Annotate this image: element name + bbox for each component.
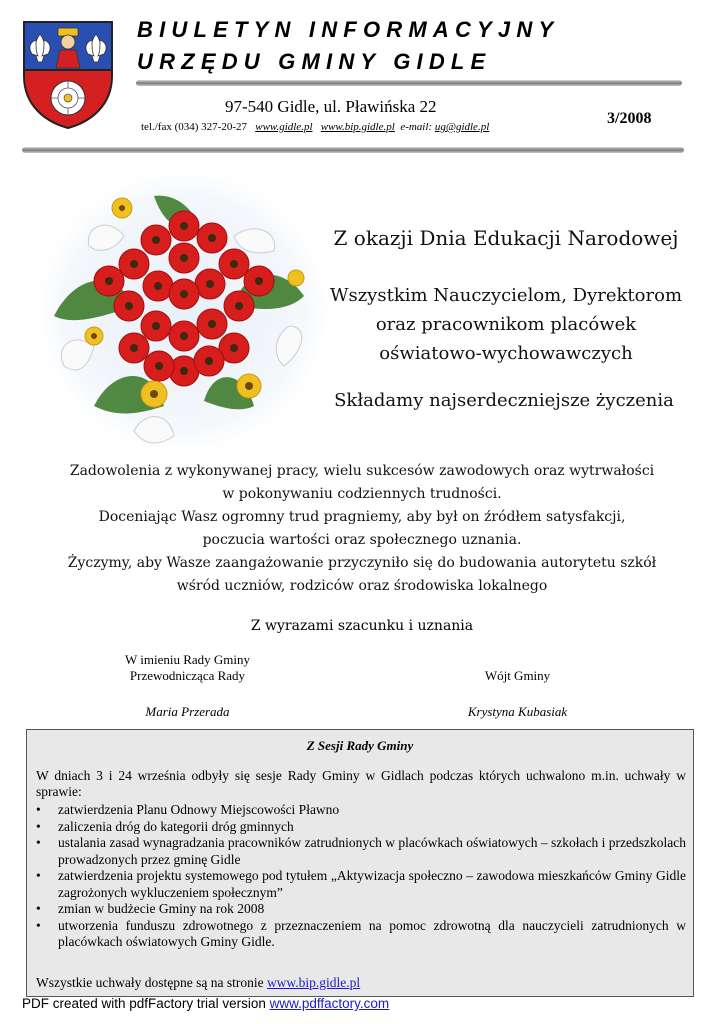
recipients-line: oświatowo-wychowawczych — [379, 343, 633, 364]
signature-right-title: Wójt Gminy — [484, 668, 551, 683]
session-title: Z Sesji Rady Gminy — [306, 738, 414, 753]
signature-left-title: Przewodnicząca Rady — [129, 668, 246, 683]
session-intro: W dniach 3 i 24 września odbyły się sesje Rady Gminy w Gidlach podczas których uchwalono m.in. uchwały w sprawie: — [36, 768, 686, 799]
list-item: • zatwierdzenia Planu Odnowy Miejscowości Pławno — [36, 802, 340, 817]
signature-right-name: Krystyna Kubasiak — [467, 704, 568, 719]
recipients-line: Wszystkim Nauczycielom, Dyrektorom — [329, 285, 683, 306]
bullet-icon: • — [36, 917, 41, 933]
issue-number: 3/2008 — [607, 110, 652, 127]
resolution-list — [36, 802, 686, 951]
greeting-wishes — [40, 460, 684, 598]
bip-link[interactable]: www.bip.gidle.pl — [320, 121, 395, 133]
greeting-heading: Z okazji Dnia Edukacji Narodowej — [333, 226, 679, 250]
wishes-line: poczucia wartości oraz społecznego uznania. — [202, 532, 522, 548]
bullet-icon: • — [36, 901, 41, 916]
wishes-line: Doceniając Wasz ogromny trud pragniemy, aby był on źródłem satysfakcji, — [98, 509, 626, 525]
list-item: • ustalania zasad wynagradzania pracowników zatrudnionych w placówkach oświatowych – szkołach i przedszkolach prowadzonych przez gminę Gidle — [36, 835, 686, 867]
list-item: • zatwierdzenia projektu systemowego pod tytułem „Aktywizacja społeczno – zawodowa mieszkańców Gminy Gidle zagrożonych wykluczeniem społecznym” — [36, 868, 686, 900]
signature-left-name: Maria Przerada — [145, 704, 230, 719]
flower-bouquet-image — [34, 166, 332, 456]
header-divider-bottom — [22, 147, 684, 153]
regards-line: Z wyrazami szacunku i uznania — [250, 618, 474, 634]
greeting-wishes-intro: Składamy najserdeczniejsze życzenia — [334, 390, 674, 411]
greeting-recipients — [322, 281, 690, 368]
website-link[interactable]: www.gidle.pl — [255, 121, 313, 133]
bullet-icon: • — [36, 868, 41, 883]
signature-left-role: W imieniu Rady Gminy — [124, 652, 251, 667]
session-footer — [36, 975, 360, 991]
pdffactory-link[interactable]: www.pdffactory.com — [269, 996, 390, 1011]
email-label: e-mail: — [400, 121, 433, 133]
list-item: • utworzenia funduszu zdrowotnego z przeznaczeniem na pomoc zdrowotną dla nauczycieli zatrudnionych w placówkach oświatowych Gminy Gidle. — [36, 917, 686, 949]
wishes-line: wśród uczniów, rodziców oraz środowiska lokalnego — [176, 578, 548, 594]
bullet-icon: • — [36, 818, 41, 834]
recipients-line: oraz pracownikom placówek — [375, 314, 637, 335]
office-address: 97-540 Gidle, ul. Pławińska 22 — [225, 97, 437, 116]
email-link[interactable]: ug@gidle.pl — [434, 121, 490, 133]
pdf-creator-footer — [22, 996, 389, 1011]
session-footer-text: Wszystkie uchwały dostępne są na stronie — [36, 975, 264, 990]
wishes-line: Zadowolenia z wykonywanej pracy, wielu sukcesów zawodowych oraz wytrwałości — [69, 463, 655, 479]
list-item: • zmian w budżecie Gminy na rok 2008 — [36, 901, 265, 916]
wishes-line: w pokonywaniu codziennych trudności. — [222, 486, 502, 502]
bullet-icon: • — [36, 835, 41, 850]
header-divider-top — [136, 80, 682, 86]
contact-line — [141, 121, 489, 133]
bullet-icon: • — [36, 802, 41, 817]
council-session-box — [26, 729, 694, 997]
bulletin-title-line-2: URZĘDU GMINY GIDLE — [137, 49, 492, 74]
coat-of-arms-icon — [20, 18, 116, 130]
pdf-footer-text: PDF created with pdfFactory trial version — [22, 996, 266, 1011]
bip-resolutions-link[interactable]: www.bip.gidle.pl — [266, 975, 361, 990]
phone-fax: tel./fax (034) 327-20-27 — [141, 121, 247, 133]
bulletin-title-line-1: BIULETYN INFORMACYJNY — [137, 17, 560, 42]
list-item: • zaliczenia dróg do kategorii dróg gminnych — [36, 818, 294, 834]
wishes-line: Życzymy, aby Wasze zaangażowanie przyczyniło się do budowania autorytetu szkół — [67, 555, 657, 571]
